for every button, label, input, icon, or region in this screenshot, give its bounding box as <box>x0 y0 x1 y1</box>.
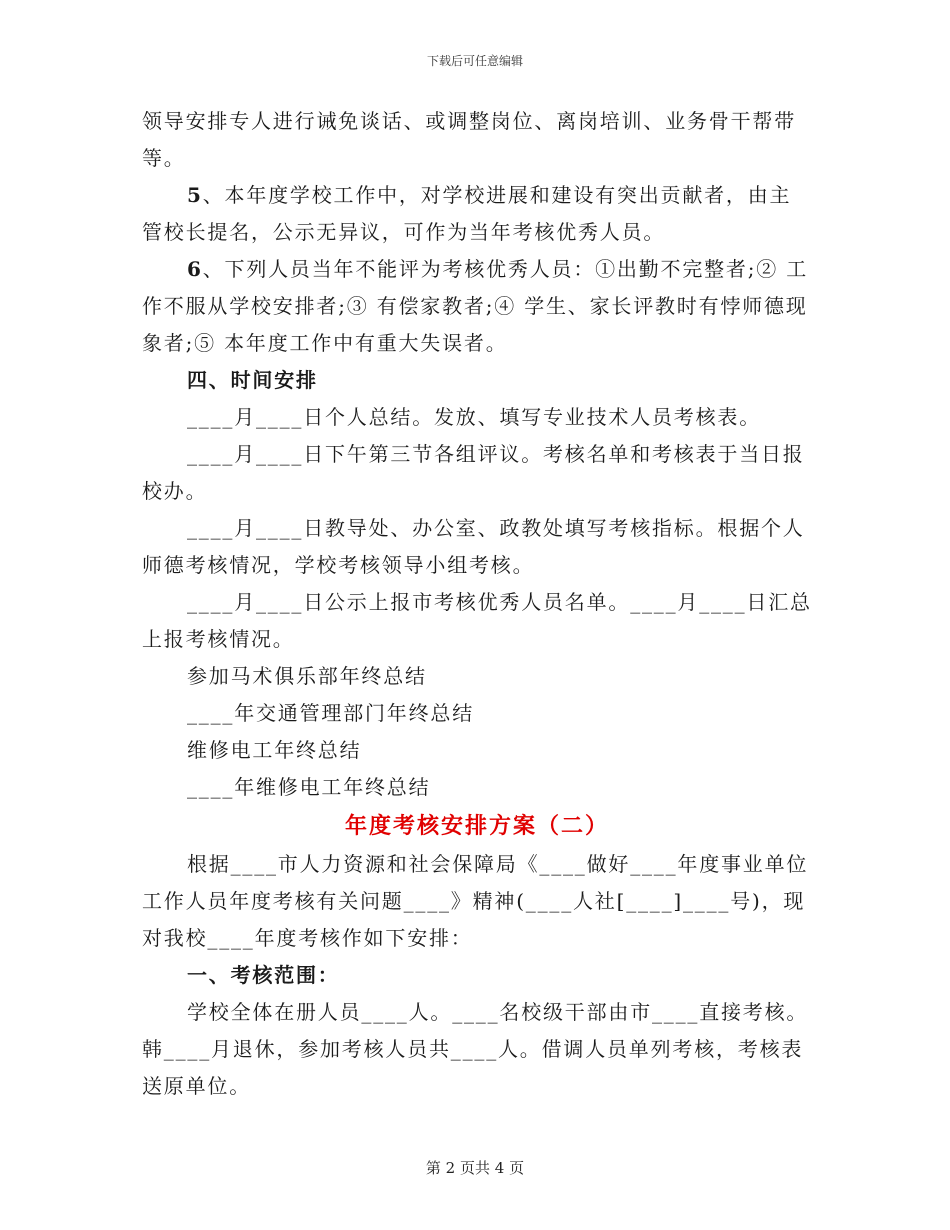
item-text: 、本年度学校工作中，对学校进展和建设有突出贡献者，由主管校长提名，公示无异议，可作为当年考核优秀人员。 <box>142 183 792 244</box>
schedule-line: ____月____日教导处、办公室、政教处填写考核指标。根据个人师德考核情况，学校考核领导小组考核。 <box>142 516 805 577</box>
section-heading-scope: 一、考核范围： <box>187 963 340 987</box>
schedule-line: ____月____日公示上报市考核优秀人员名单。____月____日汇总上报考核情况。 <box>142 590 812 651</box>
related-link-text: 维修电工年终总结 <box>187 738 362 762</box>
page-number: 第 2 页共 4 页 <box>425 1159 525 1177</box>
item-number: 5 <box>187 183 203 207</box>
paragraph-scope: 学校全体在册人员____人。____名校级干部由市____直接考核。韩____月退休，参加考核人员共____人。借调人员单列考核，考核表送原单位。 <box>142 1000 809 1098</box>
document-body <box>142 103 812 1105</box>
schedule-line: ____月____日个人总结。发放、填写专业技术人员考核表。 <box>187 405 761 429</box>
schedule-line: ____月____日下午第三节各组评议。考核名单和考核表于当日报校办。 <box>142 442 805 503</box>
document-title: 年度考核安排方案（二） <box>344 813 609 839</box>
paragraph-intro: 根据____市人力资源和社会保障局《____做好____年度事业单位工作人员年度考核有关问题____》精神(____人社[____]____号)，现对我校____年度考核作如下安排： <box>142 852 809 950</box>
related-link-text: 参加马术俱乐部年终总结 <box>187 664 427 688</box>
item-number: 6 <box>187 257 203 281</box>
related-link-text: ____年维修电工年终总结 <box>187 775 431 799</box>
related-link-text: ____年交通管理部门年终总结 <box>187 701 474 725</box>
paragraph-item-5 <box>142 177 812 251</box>
paragraph-continuation: 领导安排专人进行诫免谈话、或调整岗位、离岗培训、业务骨干帮带等。 <box>142 109 796 170</box>
paragraph-item-6 <box>142 251 812 362</box>
item-text: 、下列人员当年不能评为考核优秀人员：①出勤不完整者;② 工作不服从学校安排者;③ 有偿家教者;④ 学生、家长评教时有悖师德现象者;⑤ 本年度工作中有重大失误者。 <box>142 257 809 355</box>
page-header: 下载后可任意编辑 <box>426 54 523 68</box>
section-heading-schedule: 四、时间安排 <box>187 368 318 392</box>
